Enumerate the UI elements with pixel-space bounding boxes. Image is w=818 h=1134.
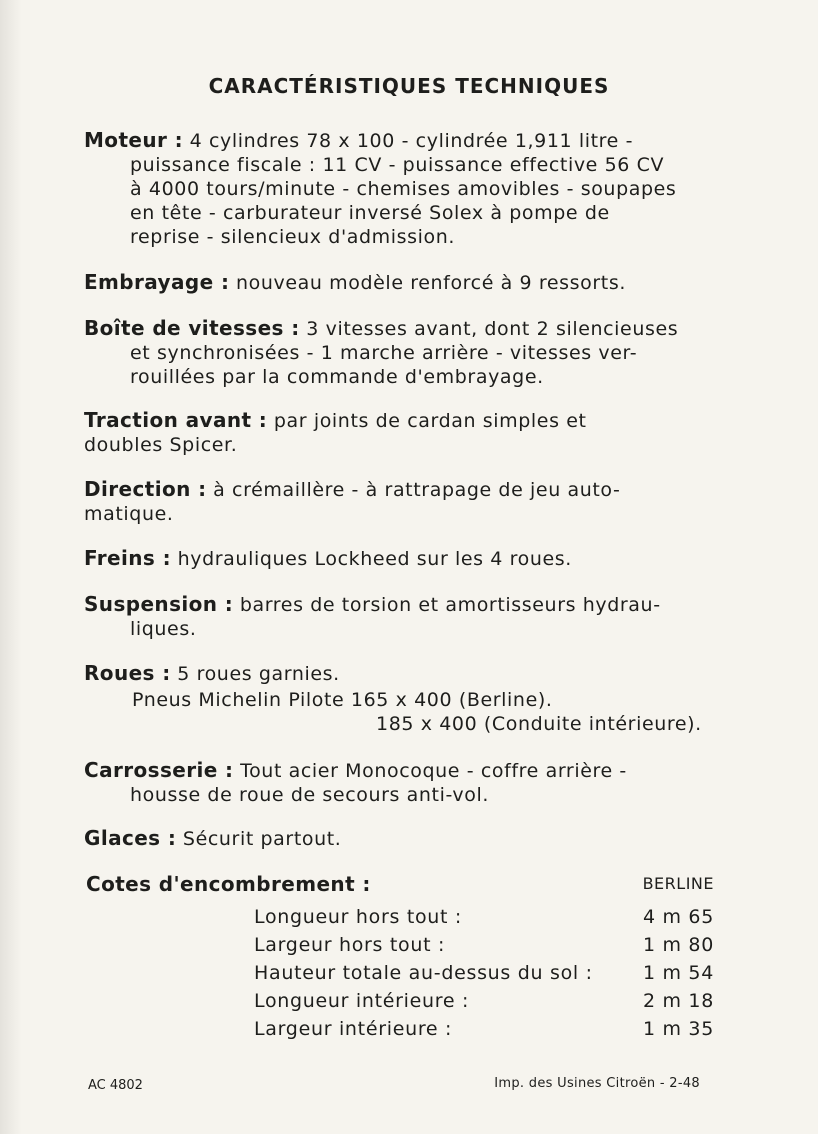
section-moteur	[84, 128, 724, 249]
dimension-value: 1 m 54	[642, 962, 714, 984]
section-text: rouillées par la commande d'embrayage.	[130, 366, 544, 388]
section-text: Tout acier Monocoque - coffre arrière -	[240, 760, 627, 782]
section-suspension	[84, 592, 724, 641]
section-heading: Moteur :	[84, 128, 184, 152]
section-text: en tête - carburateur inversé Solex à pompe de	[130, 202, 610, 224]
tire-line-berline: Pneus Michelin Pilote 165 x 400 (Berline).	[132, 689, 553, 711]
dimension-row	[254, 934, 714, 962]
section-heading: Direction :	[84, 477, 207, 501]
tire-line-conduite: 185 x 400 (Conduite intérieure).	[376, 713, 702, 735]
section-text: housse de roue de secours anti-vol.	[130, 784, 490, 806]
section-roues	[84, 661, 724, 686]
section-traction-avant	[84, 408, 724, 457]
section-text: hydrauliques Lockheed sur les 4 roues.	[177, 548, 572, 570]
page-title: CARACTÉRISTIQUES TECHNIQUES	[208, 74, 610, 98]
section-heading: Freins :	[84, 546, 171, 570]
dimension-label: Longueur hors tout :	[254, 906, 463, 928]
section-text: doubles Spicer.	[84, 434, 238, 456]
dimension-row	[254, 962, 714, 990]
section-text: 4 cylindres 78 x 100 - cylindrée 1,911 litre -	[189, 130, 634, 152]
dimension-row	[254, 1018, 714, 1046]
section-carrosserie	[84, 758, 724, 807]
section-freins	[84, 546, 724, 571]
page-edge-shadow	[0, 0, 22, 1134]
dimension-label: Hauteur totale au-dessus du sol :	[254, 962, 593, 984]
section-heading: Boîte de vitesses :	[84, 316, 300, 340]
dimension-value: 2 m 18	[642, 990, 714, 1012]
section-heading: Embrayage :	[84, 270, 230, 294]
section-text: à 4000 tours/minute - chemises amovibles - soupapes	[130, 178, 677, 200]
section-text: 5 roues garnies.	[177, 663, 340, 685]
berline-column-label: BERLINE	[642, 874, 714, 893]
section-text: Sécurit partout.	[182, 828, 342, 850]
dimension-label: Longueur intérieure :	[254, 990, 470, 1012]
section-text: nouveau modèle renforcé à 9 ressorts.	[235, 272, 626, 294]
section-boite-de-vitesses	[84, 316, 724, 389]
dimension-value: 1 m 35	[642, 1018, 714, 1040]
section-embrayage	[84, 270, 724, 295]
dimensions-heading: Cotes d'encombrement :	[86, 872, 371, 896]
document-reference: AC 4802	[88, 1078, 143, 1093]
dimension-value: 1 m 80	[642, 934, 714, 956]
section-heading: Carrosserie :	[84, 758, 234, 782]
section-direction	[84, 477, 724, 526]
dimension-value: 4 m 65	[642, 906, 714, 928]
section-text: à crémaillère - à rattrapage de jeu auto-	[213, 479, 621, 501]
dimension-row	[254, 990, 714, 1018]
section-text: matique.	[84, 503, 174, 525]
section-text: reprise - silencieux d'admission.	[130, 226, 456, 248]
section-heading: Suspension :	[84, 592, 234, 616]
section-text: barres de torsion et amortisseurs hydrau-	[239, 594, 661, 616]
section-heading: Traction avant :	[84, 408, 268, 432]
section-heading: Roues :	[84, 661, 171, 685]
section-text: et synchronisées - 1 marche arrière - vitesses ver-	[130, 342, 638, 364]
section-heading: Glaces :	[84, 826, 177, 850]
section-text: liques.	[130, 618, 197, 640]
printer-imprint: Imp. des Usines Citroën - 2-48	[494, 1076, 700, 1091]
section-text: puissance fiscale : 11 CV - puissance effective 56 CV	[130, 154, 665, 176]
dimension-row	[254, 906, 714, 934]
section-text: 3 vitesses avant, dont 2 silencieuses	[306, 318, 679, 340]
dimension-label: Largeur hors tout :	[254, 934, 446, 956]
dimension-label: Largeur intérieure :	[254, 1018, 453, 1040]
section-glaces	[84, 826, 724, 851]
section-text: par joints de cardan simples et	[273, 410, 587, 432]
